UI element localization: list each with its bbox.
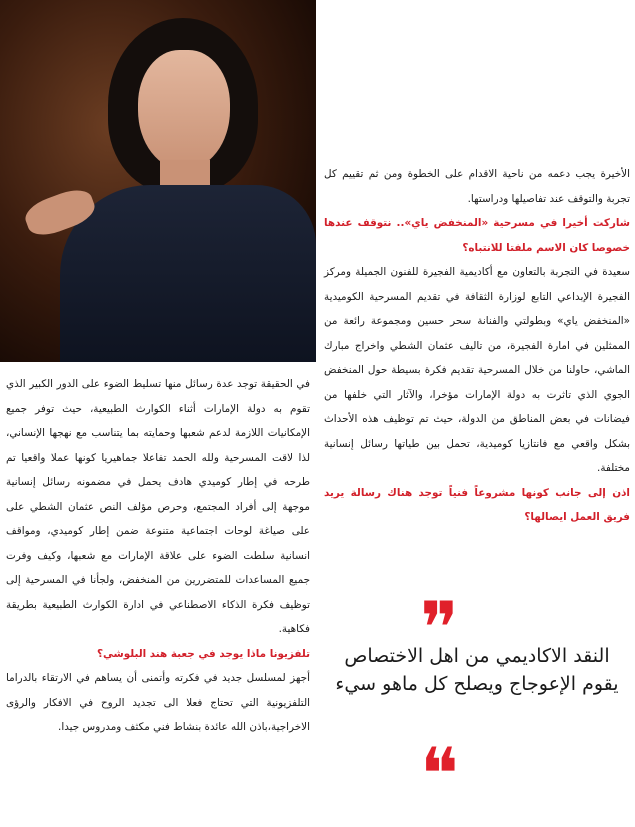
photo-suit [60,185,316,362]
quote-close-icon: ❝ [420,732,459,816]
paragraph: الأخيرة يجب دعمه من ناحية الاقدام على الخطوة ومن ثم تقييم كل تجربة والتوقف عند تفاصيلها ودراستها. [324,168,630,205]
right-text-column [324,162,630,530]
paragraph: سعيدة في التجربة بالتعاون مع أكاديمية الفجيرة للفنون الجميلة ومركز الفجيرة الإبداعي التابع لوزارة الثقافة في تقديم المسرحية الكوميدية «المنخفض ياي» وبطولتي والفنانة سحر حسين ومجموعة رائعة من الممثلين في امارة الفجيرة، من تاليف عثمان الشطي واخراج مبارك الماشي، حاولنا من خلال المسرحية تقديم فكرة بسيطة حول المنخفض الجوي الذي تاثرت به دولة الإمارات مؤخرا، والآثار التي خلفها من فيضانات في بعض المناطق من الدولة، حيث تم توظيف هذه الأحداث بشكل واقعي مع فانتازيا كوميدية، تحمل بين طياتها رسائل إنسانية مختلفة. [324,266,630,474]
question: تلفزيونا ماذا يوجد في جعبة هند البلوشي؟ [96,647,310,660]
paragraph: أجهز لمسلسل جديد في فكرته وأتمنى أن يساهم في الارتقاء بالدراما التلفزيونية التي تحتاج فعلا الى تجديد الروح في الافكار والرؤى الاخراجية،باذن الله عائدة بنشاط فني مكثف ومدروس جيدا. [6,672,310,733]
quote-open-icon: ❞ [420,586,459,670]
left-text-column [6,372,310,740]
portrait-photo [0,0,316,362]
question: شاركت أخيرا في مسرحية «المنخفض ياي».. نتوقف عندها خصوصا كان الاسم ملفتا للانتباه؟ [324,217,630,254]
question: اذن إلى جانب كونها مشروعاً فنياً توجد هناك رسالة يريد فريق العمل ايصالها؟ [324,486,630,523]
photo-face [138,50,230,170]
paragraph: في الحقيقة توجد عدة رسائل منها تسليط الضوء على الدور الكبير الذي تقوم به دولة الإمارات أثناء الكوارث الطبيعية، حيث توفر جميع الإمكانيات اللازمة لدعم شعبها وحمايته بما يتناسب مع نهجها الإنساني، لذا لاقت المسرحية ولله الحمد تفاعلا جماهيريا كونها عملا واقعيا تم طرحه في إطار كوميدي هادف يحمل في مضمونه رسائل إنسانية موجهة إلى أفراد المجتمع، وحرص مؤلف النص عثمان الشطي على على صياغة لوحات اجتماعية متنوعة ضمن إطار كوميدي، ومواقف انسانية سلطت الضوء على علاقة الإمارات مع شعبها، وكيف وفرت جميع المساعدات للمتضررين من المنخفض، ولجأنا في المسرحية إلى توظيف فكرة الذكاء الاصطناعي في ادارة الكوارث الطبيعية بطريقة فكاهية. [6,378,310,635]
pull-quote: النقد الاكاديمي من اهل الاختصاص يقوم الإعوجاج ويصلح كل ماهو سيء [335,645,619,695]
